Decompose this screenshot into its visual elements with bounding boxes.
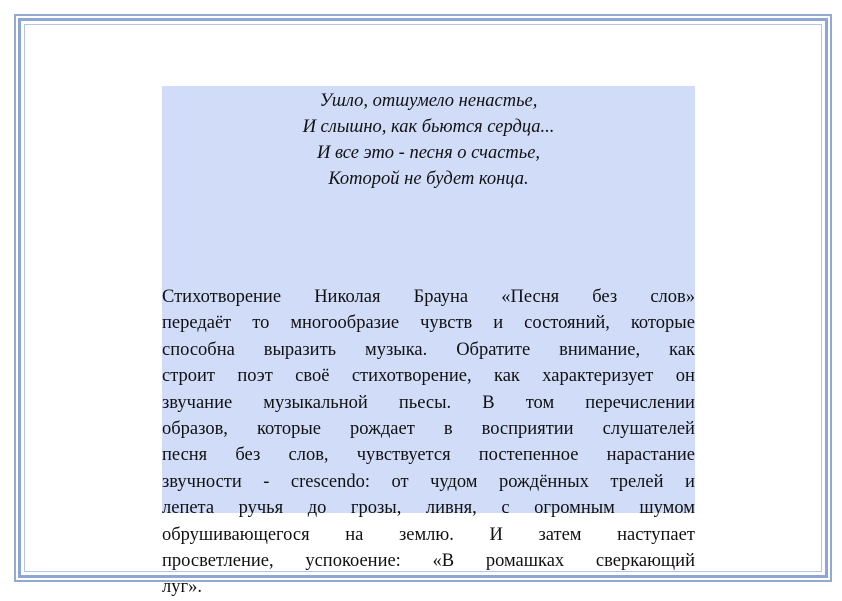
commentary-word: постепенное: [478, 445, 579, 466]
commentary-word: состояний,: [524, 313, 610, 334]
commentary-word: лепета: [162, 498, 215, 519]
commentary-word: crescendo:: [290, 471, 371, 492]
poem-line: И слышно, как бьются сердца...: [302, 117, 555, 137]
commentary-word: образов,: [162, 418, 228, 439]
commentary-line: [162, 363, 695, 389]
poem-line: Которой не будет конца.: [328, 169, 529, 189]
commentary-word: чудом: [430, 471, 478, 492]
commentary-word: строит: [162, 366, 216, 387]
commentary-line: [162, 522, 695, 548]
commentary-word: которые: [256, 418, 322, 439]
commentary-word: И: [489, 524, 503, 545]
commentary-line: [162, 416, 695, 442]
commentary-word: восприятии: [481, 418, 574, 439]
commentary-word: Николая: [314, 287, 381, 307]
commentary-word: ливня,: [425, 498, 477, 519]
poem-line: И все это - песня о счастье,: [316, 143, 541, 163]
commentary-word: трелей: [610, 471, 664, 492]
commentary-word: как: [494, 366, 520, 387]
commentary-word: которые: [630, 313, 695, 334]
commentary-word: чувствуется: [356, 445, 451, 466]
commentary-word: Обратите: [456, 339, 531, 360]
commentary-word: нарастание: [606, 445, 695, 466]
commentary-word: ручья: [238, 498, 284, 519]
commentary-word: В: [482, 392, 495, 413]
commentary-word: способна: [162, 339, 235, 360]
poem-quote: [162, 88, 695, 192]
commentary-line: [162, 469, 695, 495]
commentary-line: [162, 548, 695, 574]
commentary-word: просветление,: [162, 550, 274, 571]
commentary-word: Стихотворение: [162, 287, 282, 307]
commentary-word: без: [592, 287, 618, 307]
commentary-word: «В: [432, 550, 455, 571]
commentary-line: [162, 574, 695, 600]
commentary-word: слов»: [650, 287, 695, 307]
commentary-word: пьесы.: [398, 392, 452, 413]
commentary-word: песня: [162, 445, 208, 466]
commentary-word: и: [493, 313, 504, 334]
commentary-word: обрушивающегося: [162, 524, 310, 545]
commentary-word: то: [252, 313, 270, 334]
commentary-word: землю.: [398, 524, 454, 545]
commentary-line: [162, 442, 695, 468]
commentary-line: [162, 337, 695, 363]
commentary-word: многообразие: [290, 313, 400, 334]
commentary-word: звучности: [162, 471, 242, 492]
commentary-line: [162, 284, 695, 310]
commentary-word: как: [669, 339, 695, 360]
commentary-word: затем: [538, 524, 582, 545]
commentary-word: сверкающий: [595, 550, 695, 571]
commentary-word: слов,: [288, 445, 329, 466]
commentary-word: музыкальной: [263, 392, 368, 413]
commentary-word: передаёт: [162, 313, 232, 334]
poem-line: Ушло, отшумело ненастье,: [319, 91, 538, 111]
commentary-line: [162, 495, 695, 521]
commentary-word: внимание,: [559, 339, 641, 360]
commentary-word: поэт: [237, 366, 273, 387]
commentary-word: с: [501, 498, 510, 519]
commentary-word: том: [525, 392, 555, 413]
commentary-word: ромашках: [485, 550, 565, 571]
commentary-word: своё: [295, 366, 330, 387]
commentary-word: наступает: [617, 524, 695, 545]
commentary-word: выразить: [263, 339, 337, 360]
commentary-word: слушателей: [602, 418, 695, 439]
commentary-word: успокоение:: [305, 550, 401, 571]
commentary-word: звучание: [162, 392, 233, 413]
commentary-word: на: [345, 524, 364, 545]
commentary-word: он: [675, 366, 695, 387]
commentary-word: в: [443, 418, 453, 439]
commentary-word: стихотворение,: [351, 366, 472, 387]
commentary-word: чувств: [420, 313, 473, 334]
commentary-word: луг».: [162, 577, 202, 598]
commentary-paragraph: [162, 284, 695, 601]
commentary-word: огромным: [534, 498, 615, 519]
commentary-word: грозы,: [350, 498, 402, 519]
commentary-line: [162, 390, 695, 416]
commentary-word: Брауна: [413, 287, 469, 307]
commentary-word: рождает: [350, 418, 415, 439]
commentary-word: рождённых: [498, 471, 589, 492]
commentary-word: от: [391, 471, 409, 492]
commentary-word: характеризует: [542, 366, 654, 387]
commentary-line: [162, 310, 695, 336]
commentary-word: и: [685, 471, 695, 492]
commentary-word: перечислении: [585, 392, 695, 413]
commentary-word: «Песня: [501, 287, 560, 307]
commentary-word: без: [235, 445, 261, 466]
text-panel: [162, 86, 695, 598]
commentary-word: шумом: [639, 498, 695, 519]
commentary-word: -: [263, 471, 270, 492]
commentary-word: до: [307, 498, 327, 519]
commentary-word: музыка.: [365, 339, 428, 360]
